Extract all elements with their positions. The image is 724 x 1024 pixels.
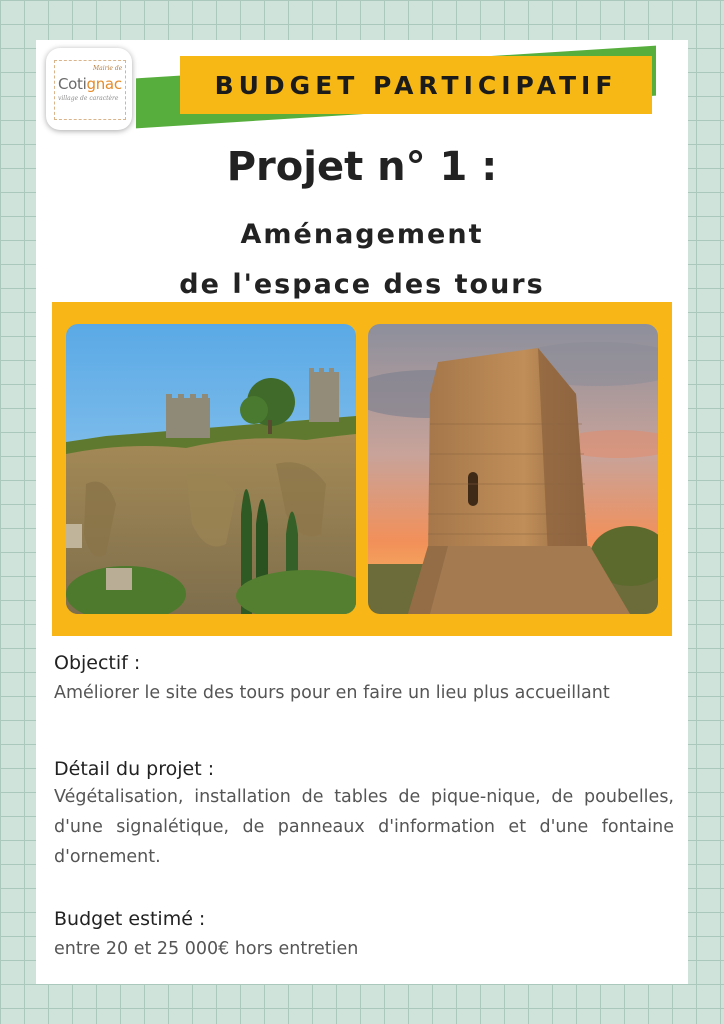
detail-heading: Détail du projet : bbox=[54, 758, 215, 780]
logo-name bbox=[58, 75, 122, 93]
project-title: Projet n° 1 : bbox=[226, 144, 498, 190]
logo-name-part2: gnac bbox=[86, 75, 122, 93]
logo-sub-text: village de caractère bbox=[58, 95, 119, 102]
cotignac-logo bbox=[46, 48, 132, 130]
project-card bbox=[36, 40, 688, 984]
project-subtitle-line2: de l'espace des tours bbox=[179, 269, 545, 300]
detail-text: Végétalisation, installation de tables de pique-nique, de poubelles, d'une signalétique, de panneaux d'information et d'une fontaine d'ornement. bbox=[54, 787, 674, 867]
logo-name-part1: Coti bbox=[58, 75, 87, 93]
cliff-towers-photo bbox=[66, 324, 356, 614]
budget-text: entre 20 et 25 000€ hors entretien bbox=[54, 939, 359, 959]
photo-frame bbox=[52, 302, 672, 636]
objectif-text: Améliorer le site des tours pour en faire un lieu plus accueillant bbox=[54, 683, 610, 703]
banner bbox=[180, 56, 652, 114]
objectif-heading: Objectif : bbox=[54, 652, 141, 674]
tower-sunset-photo bbox=[368, 324, 658, 614]
banner-title: BUDGET PARTICIPATIF bbox=[214, 70, 618, 100]
logo-top-text: Mairie de bbox=[93, 65, 123, 72]
project-subtitle-line1: Aménagement bbox=[240, 219, 484, 250]
project-subtitle bbox=[36, 210, 688, 310]
budget-heading: Budget estimé : bbox=[54, 908, 206, 930]
logo-frame bbox=[54, 60, 126, 120]
